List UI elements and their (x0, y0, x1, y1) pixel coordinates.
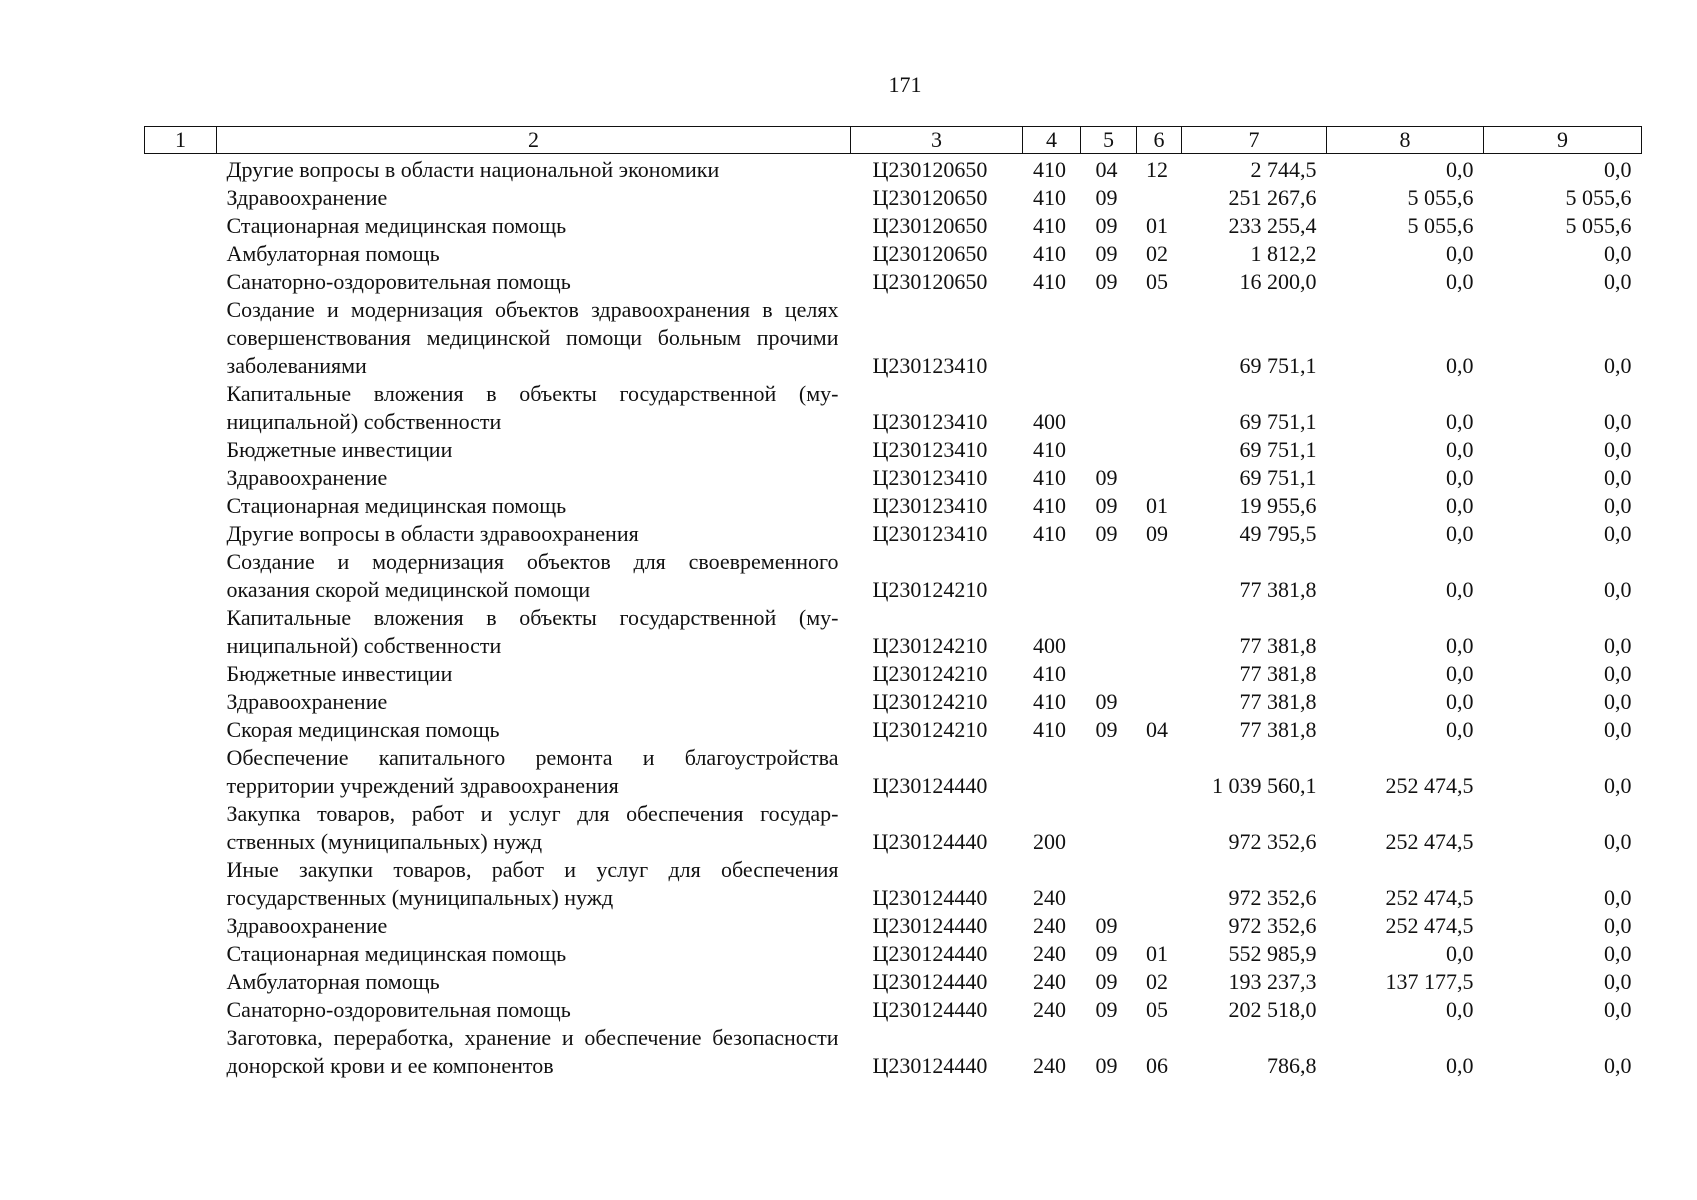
table-row (145, 240, 1642, 268)
table-row (145, 716, 1642, 744)
row-target-code: Ц230124440 (872, 1053, 988, 1078)
row-subsection: 01 (1146, 493, 1168, 518)
row-empty-cell (145, 940, 217, 968)
row-amount-col8: 0,0 (1446, 717, 1474, 742)
row-amount-col7: 193 237,3 (1228, 969, 1317, 994)
table-row (145, 856, 1642, 912)
row-amount-col9: 5 055,6 (1565, 185, 1632, 210)
row-name: Другие вопросы в области национальной экономики (226, 157, 720, 182)
row-expense-type: 400 (1033, 409, 1066, 434)
row-expense-type (1023, 744, 1081, 800)
table-row (145, 660, 1642, 688)
row-empty-cell (145, 1024, 217, 1080)
row-amount-col8: 0,0 (1446, 409, 1474, 434)
row-target-code: Ц230124210 (872, 577, 988, 602)
row-target-code: Ц230124440 (872, 885, 988, 910)
row-empty-cell (145, 912, 217, 940)
row-empty-cell (145, 716, 217, 744)
row-section (1081, 548, 1137, 604)
row-empty-cell (145, 268, 217, 296)
column-header-7: 7 (1182, 127, 1327, 154)
row-amount-col9: 0,0 (1604, 353, 1632, 378)
row-expense-type: 410 (1033, 689, 1066, 714)
row-amount-col7: 77 381,8 (1239, 661, 1317, 686)
row-subsection: 06 (1146, 1053, 1168, 1078)
row-name: Стационарная медицинская помощь (226, 493, 567, 518)
row-amount-col9: 0,0 (1604, 409, 1632, 434)
row-target-code: Ц230124440 (872, 829, 988, 854)
table-row (145, 520, 1642, 548)
table-row (145, 996, 1642, 1024)
row-amount-col8: 252 474,5 (1385, 885, 1474, 910)
row-section: 09 (1095, 997, 1118, 1022)
table-row (145, 548, 1642, 604)
row-name: Здравоохранение (226, 465, 388, 490)
row-amount-col8: 0,0 (1446, 241, 1474, 266)
row-subsection: 01 (1146, 941, 1168, 966)
row-amount-col8: 0,0 (1446, 1053, 1474, 1078)
row-amount-col8: 0,0 (1446, 493, 1474, 518)
row-target-code: Ц230123410 (872, 437, 988, 462)
row-amount-col9: 0,0 (1604, 493, 1632, 518)
row-name: Стационарная медицинская помощь (226, 213, 567, 238)
row-amount-col9: 0,0 (1604, 885, 1632, 910)
row-name: Здравоохранение (226, 913, 388, 938)
row-section (1081, 296, 1137, 380)
row-amount-col9: 0,0 (1604, 661, 1632, 686)
row-section: 09 (1095, 241, 1118, 266)
row-amount-col9: 5 055,6 (1565, 213, 1632, 238)
row-target-code: Ц230124440 (872, 941, 988, 966)
row-amount-col9: 0,0 (1604, 773, 1632, 798)
row-amount-col9: 0,0 (1604, 1053, 1632, 1078)
column-header-5: 5 (1081, 127, 1137, 154)
row-expense-type: 410 (1033, 213, 1066, 238)
row-target-code: Ц230124440 (872, 913, 988, 938)
row-amount-col7: 77 381,8 (1239, 633, 1317, 658)
row-name: Обеспечение капитального ремонта и благоустройства территории учреждений здравоохранения (226, 745, 839, 798)
row-name: Бюджетные инвестиции (226, 437, 453, 462)
row-section: 09 (1095, 941, 1118, 966)
row-subsection (1137, 856, 1182, 912)
row-target-code: Ц230124440 (872, 773, 988, 798)
row-amount-col7: 1 039 560,1 (1212, 773, 1317, 798)
table-row (145, 1024, 1642, 1080)
row-name: Создание и модернизация объектов для своевременного оказания скорой медицинской помощи (226, 549, 839, 602)
row-amount-col7: 69 751,1 (1239, 353, 1317, 378)
row-empty-cell (145, 184, 217, 212)
row-subsection (1137, 380, 1182, 436)
row-target-code: Ц230124210 (872, 689, 988, 714)
table-row (145, 492, 1642, 520)
row-empty-cell (145, 604, 217, 660)
column-header-6: 6 (1137, 127, 1182, 154)
row-section (1081, 436, 1137, 464)
row-name: Иные закупки товаров, работ и услуг для обеспечения государственных (муниципальных) нужд (226, 857, 839, 910)
column-header-8: 8 (1327, 127, 1484, 154)
row-amount-col8: 5 055,6 (1407, 185, 1474, 210)
row-expense-type: 240 (1033, 1053, 1066, 1078)
row-subsection: 02 (1146, 241, 1168, 266)
row-target-code: Ц230120650 (872, 213, 988, 238)
row-target-code: Ц230120650 (872, 241, 988, 266)
row-expense-type: 240 (1033, 941, 1066, 966)
row-amount-col8: 0,0 (1446, 661, 1474, 686)
table-row (145, 436, 1642, 464)
row-amount-col9: 0,0 (1604, 269, 1632, 294)
row-expense-type: 400 (1033, 633, 1066, 658)
row-amount-col9: 0,0 (1604, 577, 1632, 602)
row-empty-cell (145, 744, 217, 800)
row-section (1081, 380, 1137, 436)
row-empty-cell (145, 212, 217, 240)
row-target-code: Ц230123410 (872, 465, 988, 490)
row-subsection (1137, 548, 1182, 604)
row-expense-type: 410 (1033, 241, 1066, 266)
row-section: 09 (1095, 465, 1118, 490)
table-row (145, 296, 1642, 380)
row-amount-col8: 0,0 (1446, 521, 1474, 546)
row-amount-col9: 0,0 (1604, 997, 1632, 1022)
row-amount-col7: 972 352,6 (1228, 829, 1317, 854)
row-section: 09 (1095, 969, 1118, 994)
row-expense-type: 410 (1033, 661, 1066, 686)
table-row (145, 604, 1642, 660)
row-section: 09 (1095, 1053, 1118, 1078)
row-expense-type: 410 (1033, 465, 1066, 490)
row-subsection: 02 (1146, 969, 1168, 994)
row-subsection (1137, 464, 1182, 492)
row-amount-col8: 0,0 (1446, 633, 1474, 658)
row-target-code: Ц230124210 (872, 717, 988, 742)
table-row (145, 744, 1642, 800)
row-target-code: Ц230123410 (872, 409, 988, 434)
row-empty-cell (145, 436, 217, 464)
row-target-code: Ц230120650 (872, 269, 988, 294)
row-amount-col7: 1 812,2 (1250, 241, 1317, 266)
row-subsection: 01 (1146, 213, 1168, 238)
row-expense-type: 410 (1033, 157, 1066, 182)
row-section: 09 (1095, 913, 1118, 938)
row-subsection (1137, 184, 1182, 212)
row-amount-col9: 0,0 (1604, 437, 1632, 462)
row-expense-type: 240 (1033, 885, 1066, 910)
row-amount-col8: 0,0 (1446, 157, 1474, 182)
row-empty-cell (145, 154, 217, 185)
row-target-code: Ц230123410 (872, 493, 988, 518)
row-section (1081, 856, 1137, 912)
row-amount-col8: 0,0 (1446, 353, 1474, 378)
row-expense-type: 410 (1033, 717, 1066, 742)
row-amount-col9: 0,0 (1604, 465, 1632, 490)
row-amount-col8: 0,0 (1446, 689, 1474, 714)
row-amount-col8: 0,0 (1446, 997, 1474, 1022)
row-target-code: Ц230124210 (872, 633, 988, 658)
table-row (145, 464, 1642, 492)
row-section: 09 (1095, 689, 1118, 714)
row-section (1081, 744, 1137, 800)
row-amount-col7: 972 352,6 (1228, 913, 1317, 938)
row-subsection (1137, 660, 1182, 688)
row-amount-col9: 0,0 (1604, 829, 1632, 854)
row-name: Амбулаторная помощь (226, 241, 440, 266)
table-row (145, 184, 1642, 212)
row-empty-cell (145, 800, 217, 856)
row-amount-col7: 77 381,8 (1239, 689, 1317, 714)
row-subsection (1137, 436, 1182, 464)
row-subsection: 04 (1146, 717, 1168, 742)
row-amount-col9: 0,0 (1604, 717, 1632, 742)
row-empty-cell (145, 240, 217, 268)
table-row (145, 968, 1642, 996)
row-expense-type: 410 (1033, 493, 1066, 518)
row-section: 09 (1095, 717, 1118, 742)
table-row (145, 380, 1642, 436)
row-amount-col7: 786,8 (1267, 1053, 1317, 1078)
row-name: Стационарная медицинская помощь (226, 941, 567, 966)
row-amount-col8: 252 474,5 (1385, 829, 1474, 854)
row-amount-col7: 69 751,1 (1239, 437, 1317, 462)
row-empty-cell (145, 968, 217, 996)
row-name: Бюджетные инвестиции (226, 661, 453, 686)
row-amount-col7: 69 751,1 (1239, 409, 1317, 434)
row-amount-col8: 137 177,5 (1385, 969, 1474, 994)
row-subsection: 12 (1146, 157, 1168, 182)
row-target-code: Ц230123410 (872, 353, 988, 378)
row-name: Здравоохранение (226, 185, 388, 210)
table-row (145, 800, 1642, 856)
row-amount-col8: 0,0 (1446, 269, 1474, 294)
row-amount-col8: 252 474,5 (1385, 773, 1474, 798)
row-subsection (1137, 800, 1182, 856)
budget-table (144, 126, 1642, 1080)
row-amount-col7: 69 751,1 (1239, 465, 1317, 490)
row-expense-type (1023, 296, 1081, 380)
row-amount-col9: 0,0 (1604, 157, 1632, 182)
row-amount-col9: 0,0 (1604, 633, 1632, 658)
row-empty-cell (145, 856, 217, 912)
row-amount-col9: 0,0 (1604, 521, 1632, 546)
row-name: Скорая медицинская помощь (226, 717, 500, 742)
row-target-code: Ц230120650 (872, 157, 988, 182)
row-expense-type: 410 (1033, 185, 1066, 210)
column-header-3: 3 (851, 127, 1023, 154)
row-section: 09 (1095, 185, 1118, 210)
table-row (145, 940, 1642, 968)
row-expense-type: 200 (1033, 829, 1066, 854)
table-header (145, 127, 1642, 154)
column-header-4: 4 (1023, 127, 1081, 154)
row-subsection (1137, 296, 1182, 380)
column-header-2: 2 (217, 127, 851, 154)
row-empty-cell (145, 296, 217, 380)
row-expense-type: 410 (1033, 437, 1066, 462)
row-amount-col8: 0,0 (1446, 465, 1474, 490)
row-subsection (1137, 912, 1182, 940)
row-subsection (1137, 744, 1182, 800)
row-section (1081, 660, 1137, 688)
row-name: Санаторно-оздоровительная помощь (226, 269, 571, 294)
row-section: 09 (1095, 493, 1118, 518)
row-amount-col8: 0,0 (1446, 941, 1474, 966)
row-expense-type: 240 (1033, 969, 1066, 994)
row-target-code: Ц230124440 (872, 969, 988, 994)
table-row (145, 688, 1642, 716)
row-expense-type: 240 (1033, 913, 1066, 938)
column-number-row (145, 127, 1642, 154)
row-subsection: 05 (1146, 997, 1168, 1022)
row-amount-col7: 251 267,6 (1228, 185, 1317, 210)
row-empty-cell (145, 996, 217, 1024)
row-empty-cell (145, 688, 217, 716)
row-target-code: Ц230120650 (872, 185, 988, 210)
row-section: 09 (1095, 213, 1118, 238)
row-amount-col7: 77 381,8 (1239, 717, 1317, 742)
row-name: Амбулаторная помощь (226, 969, 440, 994)
row-expense-type: 410 (1033, 521, 1066, 546)
row-empty-cell (145, 380, 217, 436)
column-header-1: 1 (145, 127, 217, 154)
row-amount-col9: 0,0 (1604, 941, 1632, 966)
row-amount-col7: 2 744,5 (1250, 157, 1317, 182)
row-name: Капитальные вложения в объекты государственной (муниципальной) собственности (226, 605, 839, 658)
row-amount-col8: 0,0 (1446, 437, 1474, 462)
table-row (145, 268, 1642, 296)
row-expense-type: 240 (1033, 997, 1066, 1022)
row-amount-col7: 77 381,8 (1239, 577, 1317, 602)
row-amount-col7: 202 518,0 (1228, 997, 1317, 1022)
row-subsection: 05 (1146, 269, 1168, 294)
table-row (145, 212, 1642, 240)
row-subsection (1137, 688, 1182, 716)
row-expense-type (1023, 548, 1081, 604)
row-section: 04 (1095, 157, 1118, 182)
row-name: Здравоохранение (226, 689, 388, 714)
row-name: Закупка товаров, работ и услуг для обеспечения государственных (муниципальных) нужд (226, 801, 839, 854)
row-amount-col9: 0,0 (1604, 241, 1632, 266)
table-row (145, 912, 1642, 940)
row-amount-col7: 972 352,6 (1228, 885, 1317, 910)
row-empty-cell (145, 660, 217, 688)
row-amount-col7: 233 255,4 (1228, 213, 1317, 238)
row-empty-cell (145, 520, 217, 548)
row-name: Заготовка, переработка, хранение и обеспечение безопасности донорской крови и ее компонентов (226, 1025, 839, 1078)
row-target-code: Ц230124440 (872, 997, 988, 1022)
row-amount-col8: 252 474,5 (1385, 913, 1474, 938)
row-amount-col9: 0,0 (1604, 913, 1632, 938)
page-number: 171 (888, 72, 922, 97)
row-target-code: Ц230124210 (872, 661, 988, 686)
row-name: Другие вопросы в области здравоохранения (226, 521, 639, 546)
row-section (1081, 604, 1137, 660)
row-expense-type: 410 (1033, 269, 1066, 294)
row-target-code: Ц230123410 (872, 521, 988, 546)
row-amount-col7: 49 795,5 (1239, 521, 1317, 546)
column-header-9: 9 (1484, 127, 1642, 154)
row-amount-col8: 5 055,6 (1407, 213, 1474, 238)
table-row (145, 154, 1642, 185)
row-amount-col7: 552 985,9 (1228, 941, 1317, 966)
row-amount-col9: 0,0 (1604, 969, 1632, 994)
row-subsection (1137, 604, 1182, 660)
row-name: Санаторно-оздоровительная помощь (226, 997, 571, 1022)
row-empty-cell (145, 464, 217, 492)
row-section: 09 (1095, 269, 1118, 294)
row-amount-col7: 16 200,0 (1239, 269, 1317, 294)
row-section: 09 (1095, 521, 1118, 546)
table-body (145, 154, 1642, 1081)
row-amount-col9: 0,0 (1604, 689, 1632, 714)
row-amount-col7: 19 955,6 (1239, 493, 1317, 518)
row-amount-col8: 0,0 (1446, 577, 1474, 602)
row-section (1081, 800, 1137, 856)
row-empty-cell (145, 492, 217, 520)
row-name: Капитальные вложения в объекты государственной (муниципальной) собственности (226, 381, 839, 434)
row-name: Создание и модернизация объектов здравоохранения в целях совершенствования медицинской помощи больным прочими заболеваниями (226, 297, 839, 378)
row-empty-cell (145, 548, 217, 604)
row-subsection: 09 (1146, 521, 1168, 546)
